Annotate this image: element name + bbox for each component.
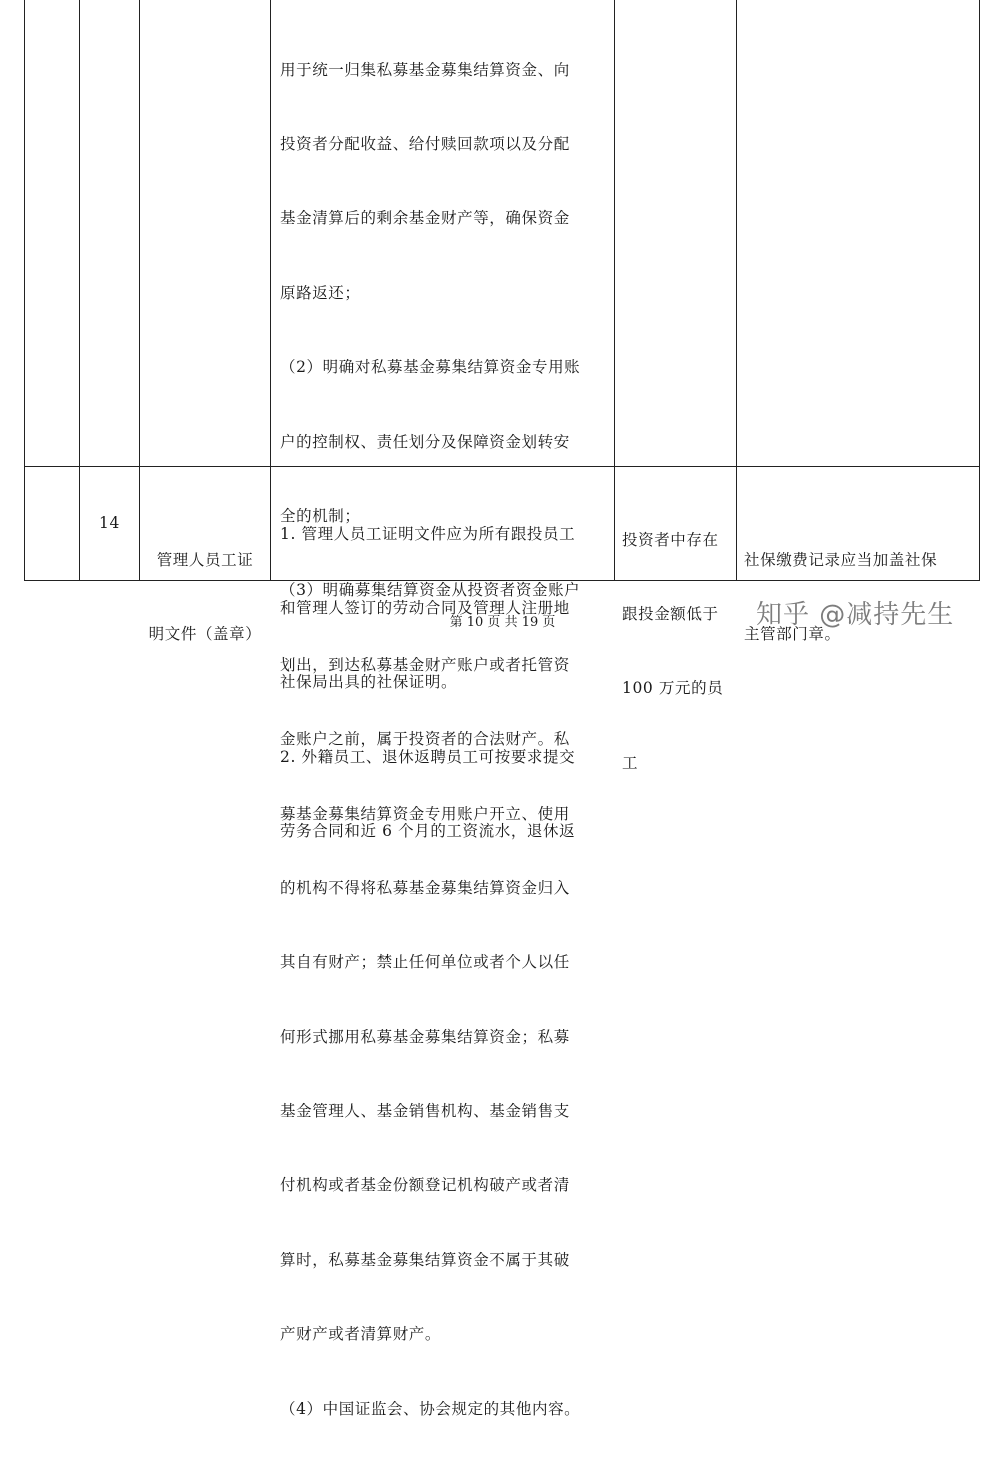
condition-text: 投资者中存在 跟投金额低于 100 万元的员 工 <box>622 530 724 772</box>
watermark: 知乎 @减持先生 <box>756 600 955 630</box>
item-name: 管理人员工证 明文件（盖章） <box>148 550 262 643</box>
column-divider-3 <box>270 0 271 581</box>
column-divider-1 <box>79 0 80 581</box>
row-number: 14 <box>99 514 120 532</box>
column-divider-4 <box>614 0 615 581</box>
column-divider-5 <box>736 0 737 581</box>
column-divider-2 <box>139 0 140 581</box>
page-number-footer: 第 10 页 共 19 页 <box>449 615 556 630</box>
table-border-left <box>24 0 25 581</box>
requirement-text-row14: 1. 管理人员工证明文件应为所有跟投员工 和管理人签订的劳动合同及管理人注册地 社保局出具的社保证明。 2. 外籍员工、退休返聘员工可按要求提交 劳务合同和近 6 个月的工资流水，退休返 <box>280 524 576 841</box>
table-border-right <box>979 0 980 581</box>
requirement-text-top: 用于统一归集私募基金募集结算资金、向 投资者分配收益、给付赎回款项以及分配 基金清算后的剩余基金财产等，确保资金 原路返还； （2）明确对私募基金募集结算资金专用账 户的控制权、责任划分及保障资金划转安 全的机制； （3）明确募集结算资金从投资者资金账户 划出，到达私募基金财产账户或者托管资 金账户之前，属于投资者的合法财产。私 募基金募集结算资金专用账户开立、使用 的机构不得将私募基金募集结算资金归入 其自有财产；禁止任何单位或者个人以任 何形式挪用私募基金募集结算资金；私募 基金管理人、基金销售机构、基金销售支 付机构或者基金份额登记机构破产或者清 算时，私募基金募集结算资金不属于其破 产财产或者清算财产。 （4）中国证监会、协会规定的其他内容。 <box>280 60 581 1418</box>
note-text: 社保缴费记录应当加盖社保 主管部门章。 <box>744 550 938 643</box>
